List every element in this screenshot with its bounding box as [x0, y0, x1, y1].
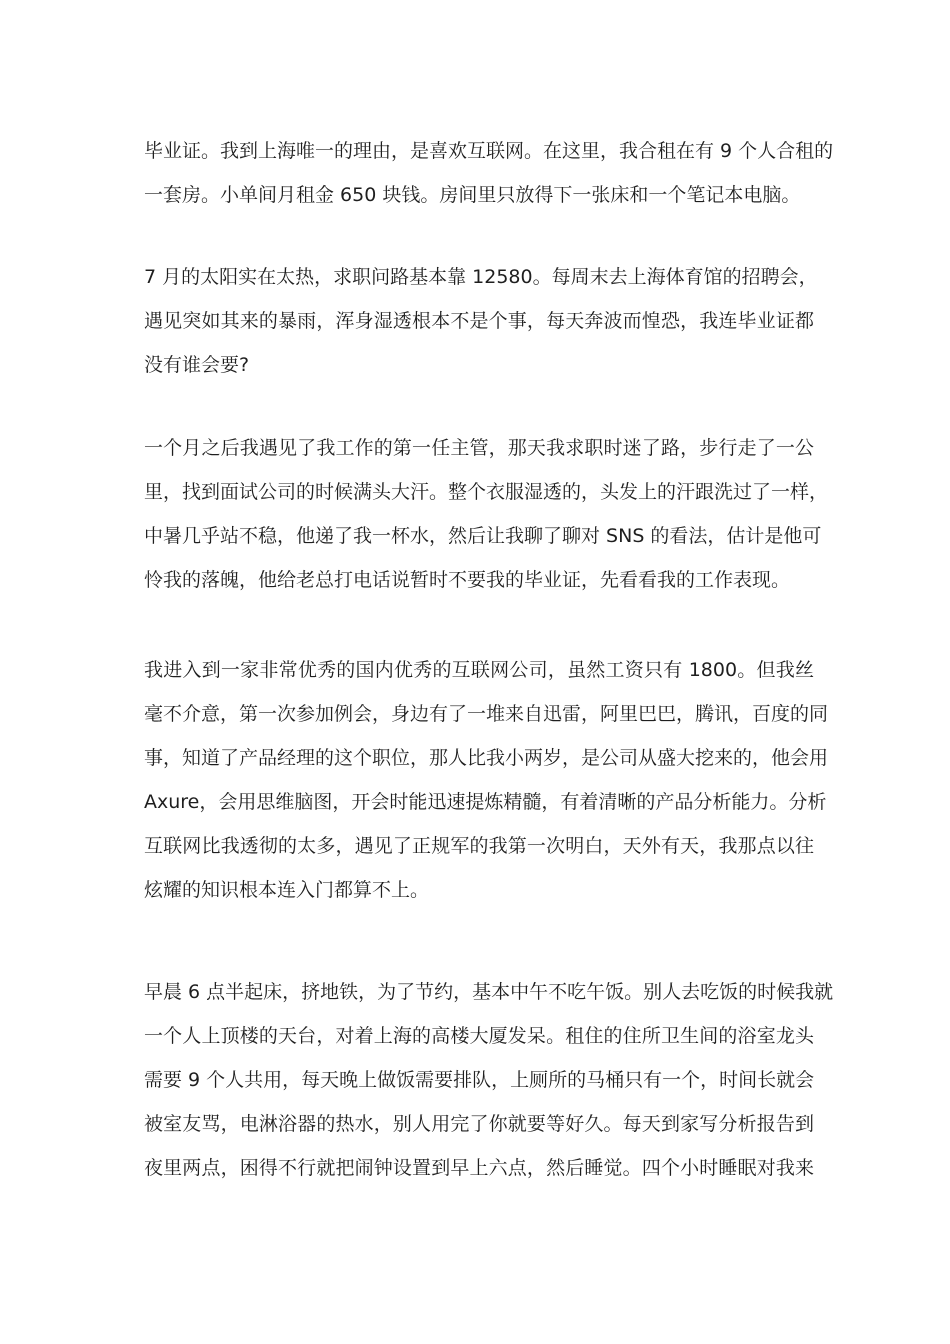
text-line: 早晨 6 点半起床，挤地铁，为了节约，基本中午不吃午饭。别人去吃饭的时候我就	[144, 981, 834, 1003]
text-line: 毫不介意，第一次参加例会，身边有了一堆来自迅雷，阿里巴巴，腾讯，百度的同	[144, 703, 829, 725]
text-line: 一个月之后我遇见了我工作的第一任主管，那天我求职时迷了路，步行走了一公	[144, 437, 814, 459]
paragraph-3	[144, 426, 829, 602]
text-line: Axure，会用思维脑图，开会时能迅速提炼精髓，有着清晰的产品分析能力。分析	[144, 791, 827, 813]
text-line: 需要 9 个人共用，每天晚上做饭需要排队，上厕所的马桶只有一个，时间长就会	[144, 1069, 815, 1091]
text-line: 毕业证。我到上海唯一的理由，是喜欢互联网。在这里，我合租在有 9 个人合租的	[144, 140, 834, 162]
text-line: 一套房。小单间月租金 650 块钱。房间里只放得下一张床和一个笔记本电脑。	[144, 184, 801, 206]
paragraph-4	[144, 648, 829, 912]
text-line: 我进入到一家非常优秀的国内优秀的互联网公司，虽然工资只有 1800。但我丝	[144, 659, 814, 681]
text-line: 炫耀的知识根本连入门都算不上。	[144, 879, 430, 901]
text-line: 一个人上顶楼的天台，对着上海的高楼大厦发呆。租住的住所卫生间的浴室龙头	[144, 1025, 814, 1047]
text-line: 事，知道了产品经理的这个职位，那人比我小两岁，是公司从盛大挖来的，他会用	[144, 747, 829, 769]
text-line: 夜里两点，困得不行就把闹钟设置到早上六点，然后睡觉。四个小时睡眠对我来	[144, 1157, 814, 1179]
text-line: 互联网比我透彻的太多，遇见了正规军的我第一次明白，天外有天，我那点以往	[144, 835, 814, 857]
text-line: 被室友骂，电淋浴器的热水，别人用完了你就要等好久。每天到家写分析报告到	[144, 1113, 814, 1135]
text-line: 7 月的太阳实在太热，求职问路基本靠 12580。每周末去上海体育馆的招聘会，	[144, 266, 818, 288]
text-line: 遇见突如其来的暴雨，浑身湿透根本不是个事，每天奔波而惶恐，我连毕业证都	[144, 310, 814, 332]
paragraph-5	[144, 970, 834, 1190]
text-line: 怜我的落魄，他给老总打电话说暂时不要我的毕业证，先看看我的工作表现。	[144, 569, 791, 591]
text-line: 中暑几乎站不稳，他递了我一杯水，然后让我聊了聊对 SNS 的看法，估计是他可	[144, 525, 822, 547]
paragraph-2	[144, 255, 818, 387]
text-line: 里，找到面试公司的时候满头大汗。整个衣服湿透的，头发上的汗跟洗过了一样，	[144, 481, 829, 503]
text-line: 没有谁会要?	[144, 354, 250, 376]
paragraph-1	[144, 129, 834, 217]
